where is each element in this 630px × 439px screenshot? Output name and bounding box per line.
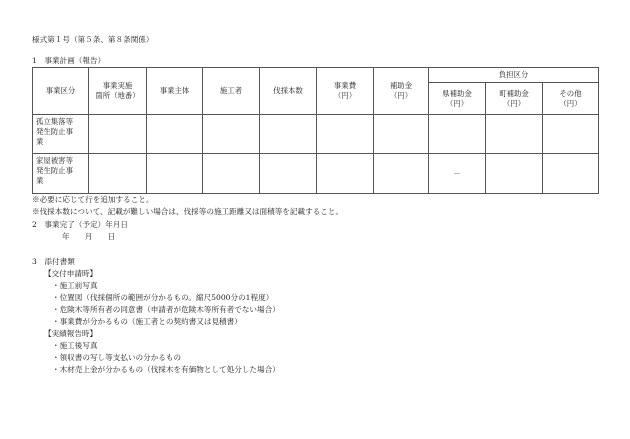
cell-cost[interactable] [317, 115, 374, 154]
project-plan-table [32, 67, 599, 194]
cell-tree-count[interactable] [260, 154, 317, 194]
note-tree-count: ※伐採本数について、記載が難しい場合は、伐採等の施工距離又は面積等を記載すること。 [32, 207, 344, 216]
list-item: ・位置図（伐採個所の範囲が分かるもの。縮尺5000分の1程度） [52, 293, 274, 302]
header-pref-subsidy: 県補助金 （円） [429, 83, 486, 115]
cell-entity[interactable] [147, 154, 203, 194]
cell-tree-count[interactable] [260, 115, 317, 154]
header-cost: 事業費 （円） [317, 68, 374, 115]
cell-other[interactable] [543, 115, 599, 154]
table-row [33, 115, 599, 154]
cell-subsidy[interactable] [374, 154, 429, 194]
completion-date-line: 年 月 日 [62, 232, 116, 241]
cell-location[interactable] [89, 115, 147, 154]
cell-contractor[interactable] [203, 154, 260, 194]
header-burden-group: 負担区分 [429, 68, 599, 83]
row-label-house-damage: 家屋被害等 発生防止事 業 [33, 154, 89, 194]
list-item: ・木材売上金が分かるもの（伐採木を有価物として処分した場合） [52, 365, 280, 374]
header-tree-count: 伐採本数 [260, 68, 317, 115]
pref-subsidy-dash: － [453, 168, 461, 178]
header-entity: 事業主体 [147, 68, 203, 115]
section3-heading: 3 添付書類 [32, 257, 75, 266]
report-docs-title: 【実績報告時】 [44, 329, 98, 338]
list-item: ・領収書の写し等支払いの分かるもの [52, 353, 182, 362]
cell-cost[interactable] [317, 154, 374, 194]
header-contractor: 施工者 [203, 68, 260, 115]
header-category: 事業区分 [33, 68, 89, 115]
list-item: ・事業費が分かるもの（施工者との契約書又は見積書） [52, 317, 242, 326]
header-town-subsidy: 町補助金 （円） [486, 83, 543, 115]
cell-pref-subsidy[interactable] [429, 115, 486, 154]
table-row [33, 154, 599, 194]
form-label: 様式第１号（第５条、第８条関係） [32, 35, 154, 44]
section1-heading: 1 事業計画（報告） [32, 56, 106, 65]
header-other: その他 （円） [543, 83, 599, 115]
header-location: 事業実施 箇所（地番） [89, 68, 147, 115]
cell-other[interactable] [543, 154, 599, 194]
cell-entity[interactable] [147, 115, 203, 154]
list-item: ・施工後写真 [52, 341, 98, 350]
cell-subsidy[interactable] [374, 115, 429, 154]
cell-contractor[interactable] [203, 115, 260, 154]
header-subsidy: 補助金 （円） [374, 68, 429, 115]
cell-town-subsidy[interactable] [486, 154, 543, 194]
list-item: ・危険木等所有者の同意書（申請者が危険木等所有者でない場合） [52, 305, 280, 314]
application-docs-title: 【交付申請時】 [44, 269, 98, 278]
section2-heading: 2 事業完了（予定）年月日 [32, 220, 128, 229]
cell-location[interactable] [89, 154, 147, 194]
cell-town-subsidy[interactable] [486, 115, 543, 154]
row-label-isolated-village: 孤立集落等 発生防止事 業 [33, 115, 89, 154]
cell-pref-subsidy[interactable] [429, 154, 486, 194]
note-add-rows: ※必要に応じて行を追加すること。 [32, 195, 154, 204]
list-item: ・施工前写真 [52, 281, 98, 290]
